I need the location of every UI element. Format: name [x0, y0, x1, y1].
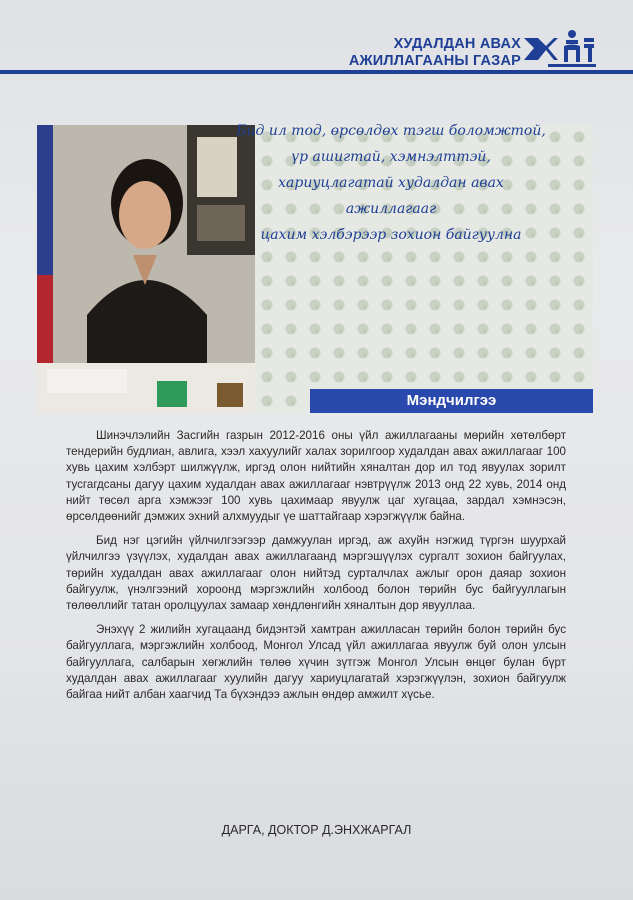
- motto: [232, 118, 550, 248]
- org-name-line-2: АЖИЛЛАГААНЫ ГАЗАР: [348, 53, 521, 69]
- signature: ДАРГА, ДОКТОР Д.ЭНХЖАРГАЛ: [221, 823, 412, 837]
- paragraph: Бид нэг цэгийн үйлчилгээгээр дамжуулан иргэд, аж ахуйн нэгжид түргэн шуурхай үйлчилгээ үзүүлэх, худалдан авах ажиллагаанд мэргэшүүлэх сургалт зохион байгуулах, төрийн худалдан авах ажиллагааг олон нийтэд сурталчлах ажлыг орон даяар зохион байгуулж, үнэлгээний хороонд мэргэжлийн холбоод болон төрийн бус байгууллагын төлөөллийг татан оролцуулах замаар хөндлөнгийн хяналтын дор явууллаа.: [66, 534, 566, 613]
- motto-line: үр ашигтай, хэмнэлттэй,: [291, 149, 491, 165]
- greeting-title: Мэндчилгээ: [310, 389, 593, 413]
- paragraph: Шинэчлэлийн Засгийн газрын 2012-2016 оны үйл ажиллагааны мөрийн хөтөлбөрт тендерийн будлиан, авлига, хээл хахуулийг халах зорилгоор худалдан авах ажиллагааг 100 хувь цахим хэлбэрт шилжүүлж, иргэд олон нийтийн хяналтан дор ил тод явуулах зорилт тусгагдсаны дагуу цахим худалдан авах ажиллагааг нэвтрүүлж 2013 онд 22 хувь, 2014 онд нийт төсөл арга хэмжээг 100 хувь цахимаар явуулж цаг хугацаа, зардал хэмнэсэн, өрсөлдөөнийг дэмжих эхний алхмуудыг үе шаттайгаар хэрэгжүүлж байна.: [66, 429, 566, 524]
- motto-line: хариуцлагатай худалдан авах ажиллагааг: [278, 175, 504, 217]
- director-photo: [37, 125, 255, 413]
- org-name-line-1: ХУДАЛДАН АВАХ: [393, 36, 521, 52]
- motto-line: цахим хэлбэрээр зохион байгуулна: [260, 227, 522, 243]
- motto-line: Бид ил тод, өрсөлдөх тэгш боломжтой,: [236, 123, 546, 139]
- director-portrait-icon: [37, 125, 255, 413]
- header-divider: [0, 70, 633, 74]
- greeting-text: [66, 428, 566, 711]
- paragraph: Энэхүү 2 жилийн хугацаанд бидэнтэй хамтран ажилласан төрийн болон төрийн бус байгууллага, мэргэжлийн холбоод, Монгол Улсад үйл ажиллагаа явуулж буй олон улсын байгууллага, салбарын хөгжлийн төлөө хүчин зүтгэж Монгол Улсын өнцөг булан бүрт худалдан авах ажиллагааг хуулийн дагуу хариуцлагатай хэрэгжүүлэн, зохион байгуулж байгаа нийт албан хаагчид Та бүхэндээ ажлын өндөр амжилт хүсье.: [66, 623, 566, 702]
- page-header: [0, 0, 633, 75]
- procurement-agency-logo: [520, 24, 600, 72]
- org-name: [349, 36, 521, 70]
